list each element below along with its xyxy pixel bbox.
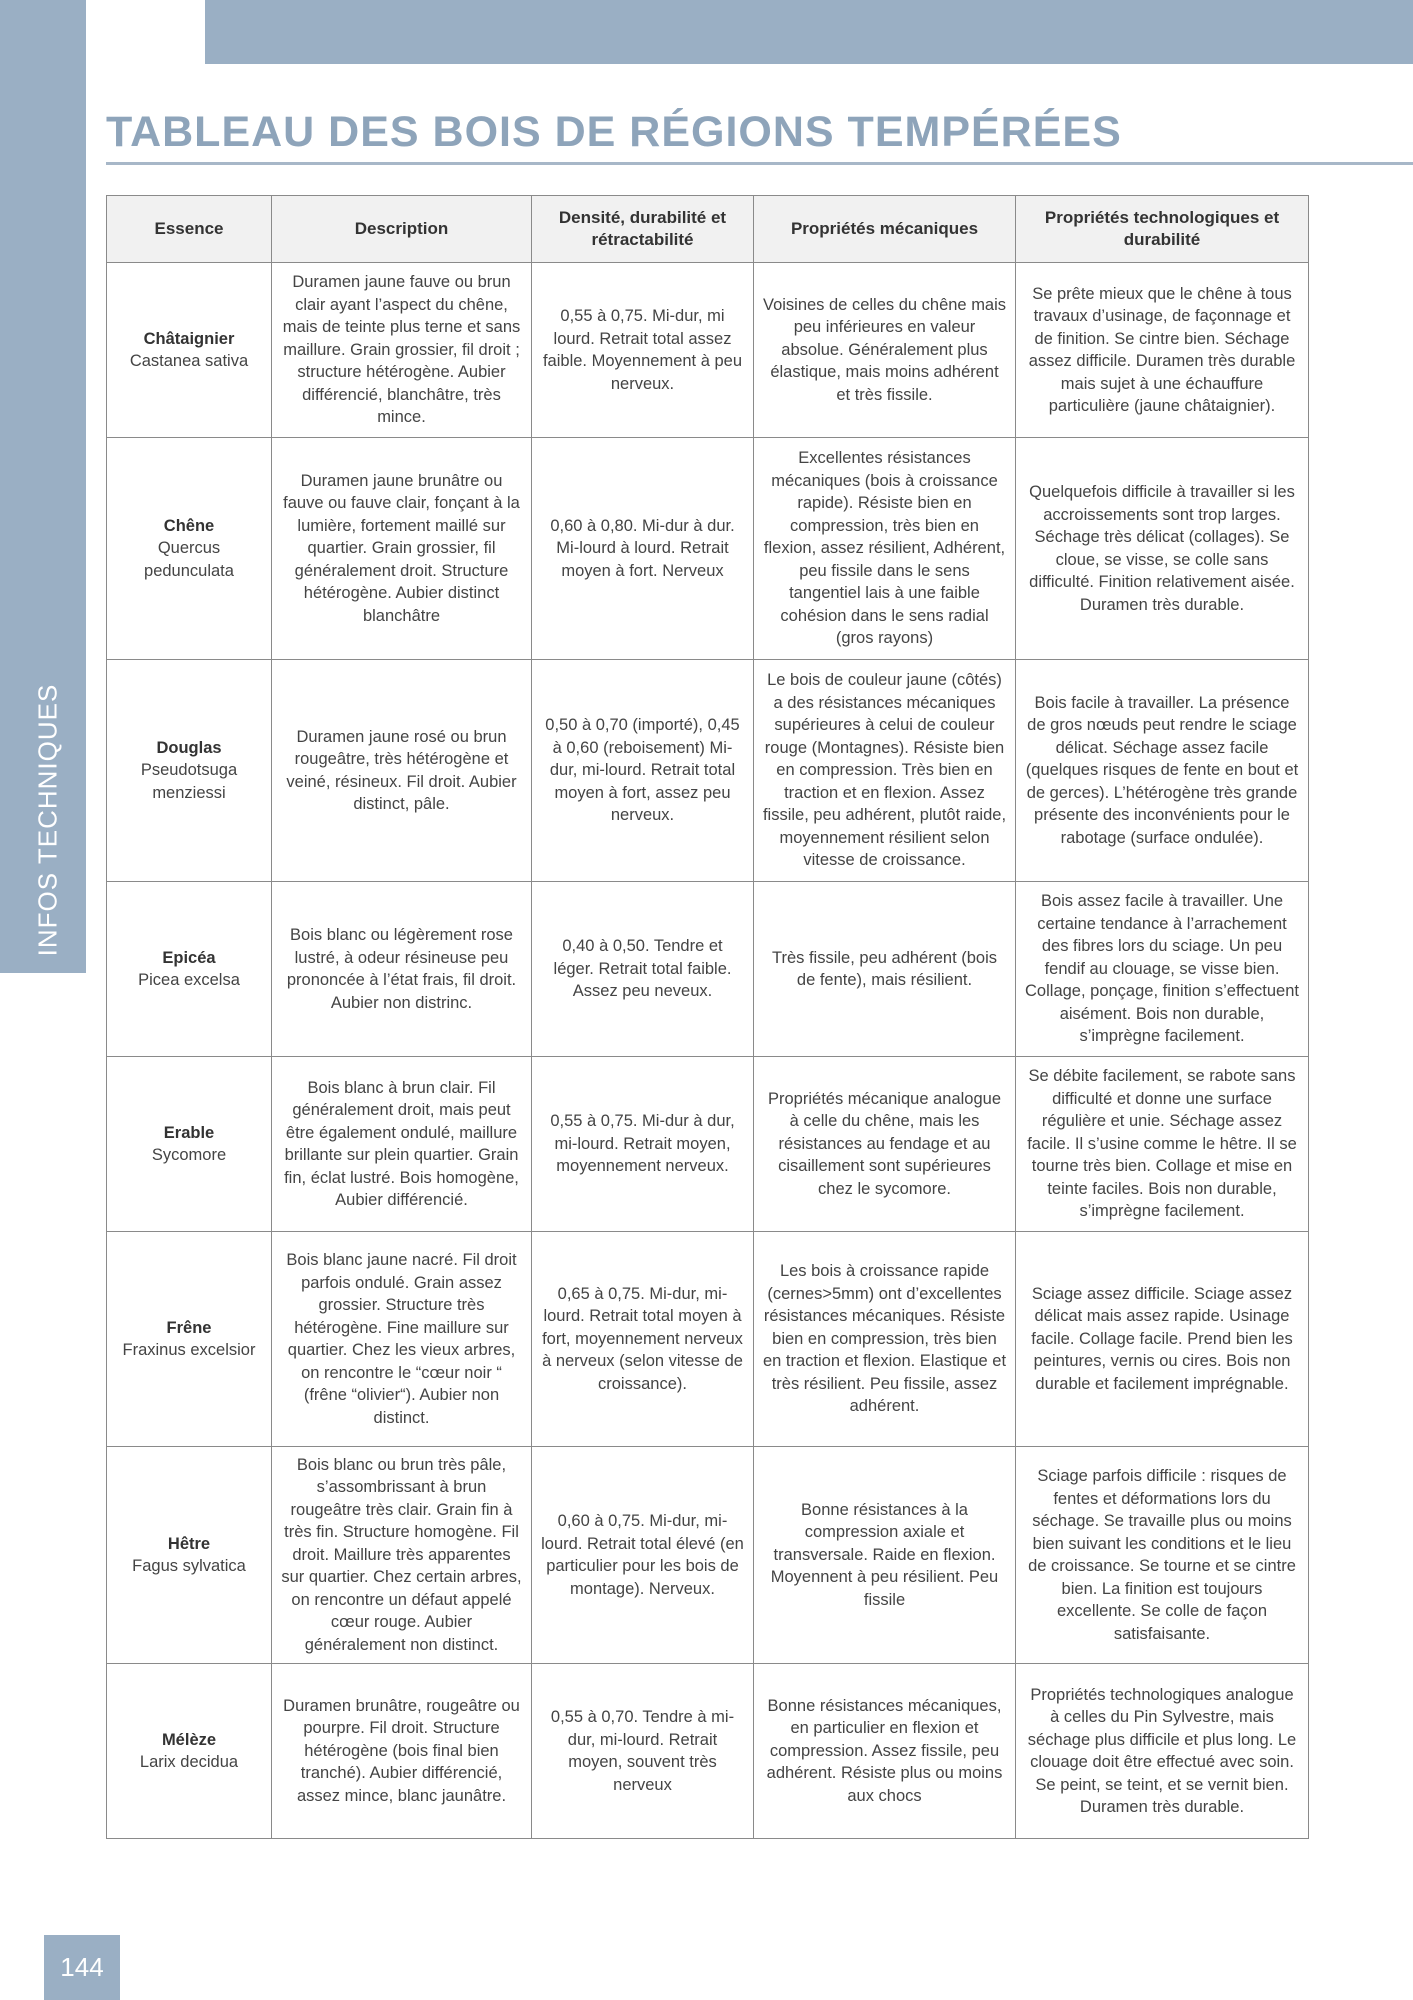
mechanical-cell: Le bois de couleur jaune (côtés) a des résistances mécaniques supérieures à celui de couleur rouge (Montagnes). Résiste bien en compression. Très bien en traction et en flexion. Assez fissile, peu adhérent, plutôt raide, moyennement résilient selon vitesse de croissance. [754,660,1016,882]
essence-cell [107,1232,272,1447]
essence-name: Chêne [163,516,215,535]
essence-name: Mélèze [161,1730,217,1749]
header-essence: Essence [107,196,272,263]
mechanical-cell: Bonne résistances à la compression axiale et transversale. Raide en flexion. Moyennent à peu résilient. Peu fissile [754,1447,1016,1664]
density-cell: 0,60 à 0,80. Mi-dur à dur. Mi-lourd à lourd. Retrait moyen à fort. Nerveux [532,438,754,660]
technological-cell: Quelquefois difficile à travailler si les accroissements sont trop larges. Séchage très délicat (collages). Se cloue, se visse, se colle sans difficulté. Finition relativement aisée. Duramen très durable. [1016,438,1309,660]
header-description: Description [272,196,532,263]
description-cell: Bois blanc jaune nacré. Fil droit parfois ondulé. Grain assez grossier. Structure très hétérogène. Fine maillure sur quartier. Chez les vieux arbres, on rencontre le “cœur noir “ (frêne “olivier“). Aubier non distinct. [272,1232,532,1447]
essence-latin: Castanea sativa [129,352,249,370]
essence-cell [107,660,272,882]
essence-name: Erable [163,1123,215,1142]
essence-name: Douglas [156,738,222,757]
table-row [107,660,1309,882]
mechanical-cell: Bonne résistances mécaniques, en particulier en flexion et compression. Assez fissile, peu adhérent. Résiste plus ou moins aux chocs [754,1664,1016,1839]
essence-cell [107,438,272,660]
table-row [107,1232,1309,1447]
essence-latin: Sycomore [151,1146,227,1164]
table-row [107,1447,1309,1664]
mechanical-cell: Très fissile, peu adhérent (bois de fente), mais résilient. [754,882,1016,1057]
page-title: TABLEAU DES BOIS DE RÉGIONS TEMPÉRÉES [106,108,1122,156]
description-cell: Duramen jaune rosé ou brun rougeâtre, très hétérogène et veiné, résineux. Fil droit. Aubier distinct, pâle. [272,660,532,882]
essence-cell [107,882,272,1057]
technological-cell: Se débite facilement, se rabote sans difficulté et donne une surface régulière et unie. Séchage assez facile. Il s’usine comme le hêtre. Il se tourne très bien. Collage et mise en teinte faciles. Bois non durable, s’imprègne facilement. [1016,1057,1309,1232]
technological-cell: Bois assez facile à travailler. Une certaine tendance à l’arrachement des fibres lors du sciage. Un peu fendif au clouage, se visse bien. Collage, ponçage, finition s’effectuent aisément. Bois non durable, s’imprègne facilement. [1016,882,1309,1057]
density-cell: 0,40 à 0,50. Tendre et léger. Retrait total faible. Assez peu neveux. [532,882,754,1057]
density-cell: 0,55 à 0,75. Mi-dur, mi lourd. Retrait total assez faible. Moyennement à peu nerveux. [532,263,754,438]
technological-cell: Sciage assez difficile. Sciage assez délicat mais assez rapide. Usinage facile. Collage facile. Prend bien les peintures, vernis ou cires. Bois non durable et facilement imprégnable. [1016,1232,1309,1447]
table-row [107,263,1309,438]
side-band [0,0,86,973]
mechanical-cell: Propriétés mécanique analogue à celle du chêne, mais les résistances au fendage et au cisaillement sont supérieures chez le sycomore. [754,1057,1016,1232]
essence-cell [107,1057,272,1232]
technological-cell: Propriétés technologiques analogue à celles du Pin Sylvestre, mais séchage plus difficile et plus long. Le clouage doit être effectué avec soin. Se peint, se teint, et se vernit bien. Duramen très durable. [1016,1664,1309,1839]
essence-latin: Picea excelsa [138,971,240,989]
essence-cell [107,263,272,438]
essence-cell [107,1447,272,1664]
table-header-row [107,196,1309,263]
density-cell: 0,50 à 0,70 (importé), 0,45 à 0,60 (reboisement) Mi-dur, mi-lourd. Retrait total moyen à fort, assez peu nerveux. [532,660,754,882]
wood-table [106,195,1309,1839]
essence-cell [107,1664,272,1839]
essence-latin: Larix decidua [139,1753,239,1771]
description-cell: Bois blanc ou légèrement rose lustré, à odeur résineuse peu prononcée à l’état frais, fil droit. Aubier non distrinc. [272,882,532,1057]
header-mechanical: Propriétés mécaniques [754,196,1016,263]
essence-name: Epicéa [162,948,216,967]
density-cell: 0,55 à 0,75. Mi-dur à dur, mi-lourd. Retrait moyen, moyennement nerveux. [532,1057,754,1232]
essence-name: Châtaignier [143,329,235,348]
essence-name: Frêne [166,1318,212,1337]
mechanical-cell: Les bois à croissance rapide (cernes>5mm) ont d’excellentes résistances mécaniques. Résiste bien en compression, très bien en traction et flexion. Elastique et très résilient. Peu fissile, assez adhérent. [754,1232,1016,1447]
description-cell: Bois blanc à brun clair. Fil généralement droit, mais peut être également ondulé, maillure brillante sur plein quartier. Grain fin, éclat lustré. Bois homogène, Aubier différencié. [272,1057,532,1232]
page-number: 144 [44,1935,120,2000]
description-cell: Duramen jaune fauve ou brun clair ayant l’aspect du chêne, mais de teinte plus terne et sans maillure. Grain grossier, fil droit ; structure hétérogène. Aubier différencié, blanchâtre, très mince. [272,263,532,438]
essence-latin: Fraxinus excelsior [122,1341,256,1359]
table-row [107,882,1309,1057]
header-technological: Propriétés technologiques et durabilité [1016,196,1309,263]
essence-latin: Quercus pedunculata [144,539,234,580]
technological-cell: Sciage parfois difficile : risques de fentes et déformations lors du séchage. Se travaille plus ou moins bien suivant les conditions et le lieu de croissance. Se tourne et se cintre bien. La finition est toujours excellente. Se colle de façon satisfaisante. [1016,1447,1309,1664]
mechanical-cell: Excellentes résistances mécaniques (bois à croissance rapide). Résiste bien en compression, très bien en flexion, assez résilient, Adhérent, peu fissile dans le sens tangentiel lais à une faible cohésion dans le sens radial (gros rayons) [754,438,1016,660]
table-row [107,1664,1309,1839]
essence-latin: Fagus sylvatica [132,1557,246,1575]
technological-cell: Bois facile à travailler. La présence de gros nœuds peut rendre le sciage délicat. Séchage assez facile (quelques risques de fente en bout et de gerces). L’hétérogène très grande présente des inconvénients pour le rabotage (surface ondulée). [1016,660,1309,882]
section-label: INFOS TECHNIQUES [32,683,63,957]
header-density: Densité, durabilité et rétractabilité [532,196,754,263]
density-cell: 0,65 à 0,75. Mi-dur, mi-lourd. Retrait total moyen à fort, moyennement nerveux à nerveux (selon vitesse de croissance). [532,1232,754,1447]
table-row [107,1057,1309,1232]
density-cell: 0,60 à 0,75. Mi-dur, mi-lourd. Retrait total élevé (en particulier pour les bois de montage). Nerveux. [532,1447,754,1664]
table-row [107,438,1309,660]
description-cell: Duramen brunâtre, rougeâtre ou pourpre. Fil droit. Structure hétérogène (bois final bien tranché). Aubier différencié, assez mince, blanc jaunâtre. [272,1664,532,1839]
header-band [205,0,1413,64]
density-cell: 0,55 à 0,70. Tendre à mi-dur, mi-lourd. Retrait moyen, souvent très nerveux [532,1664,754,1839]
title-divider [106,162,1413,165]
description-cell: Duramen jaune brunâtre ou fauve ou fauve clair, fonçant à la lumière, fortement maillé sur quartier. Grain grossier, fil généralement droit. Structure hétérogène. Aubier distinct blanchâtre [272,438,532,660]
essence-name: Hêtre [167,1534,211,1553]
description-cell: Bois blanc ou brun très pâle, s’assombrissant à brun rougeâtre très clair. Grain fin à très fin. Structure homogène. Fil droit. Maillure très apparentes sur quartier. Chez certain arbres, on rencontre un défaut appelé cœur rouge. Aubier généralement non distinct. [272,1447,532,1664]
essence-latin: Pseudotsuga menziessi [140,761,238,802]
mechanical-cell: Voisines de celles du chêne mais peu inférieures en valeur absolue. Généralement plus élastique, mais moins adhérent et très fissile. [754,263,1016,438]
technological-cell: Se prête mieux que le chêne à tous travaux d’usinage, de façonnage et de finition. Se cintre bien. Séchage assez difficile. Duramen très durable mais sujet à une échauffure particulière (jaune châtaignier). [1016,263,1309,438]
